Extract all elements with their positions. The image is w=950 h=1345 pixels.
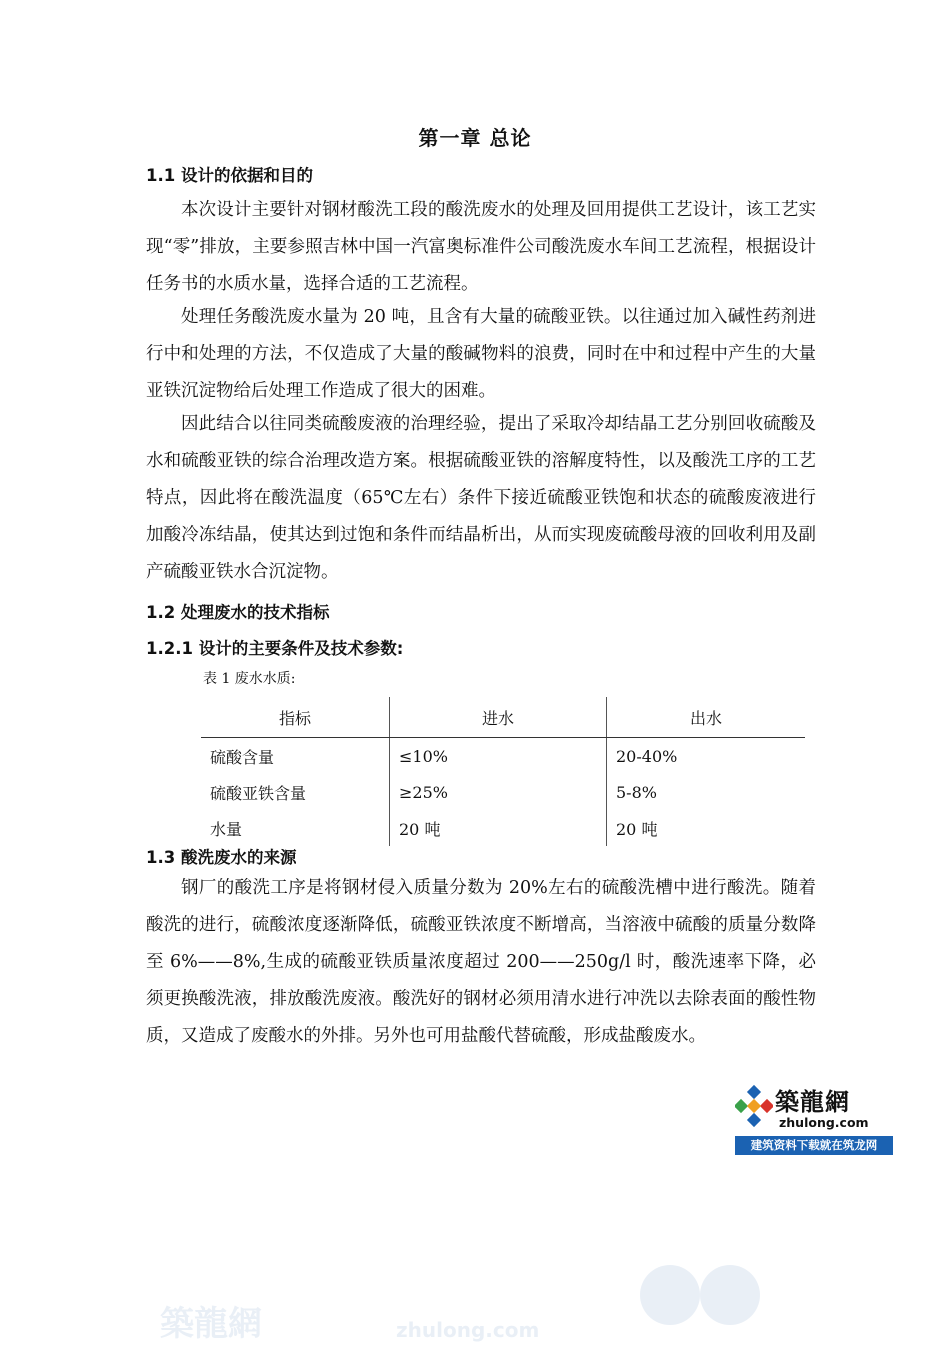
table-caption: 表 1 废水水质: — [203, 671, 296, 687]
water-quality-table — [201, 697, 805, 846]
section-heading-1-1: 1.1 设计的依据和目的 — [146, 166, 313, 185]
zhulong-snowflake-icon — [735, 1084, 773, 1128]
logo-slogan: 建筑资料下载就在筑龙网 — [735, 1136, 893, 1155]
column-header: 进水 — [390, 697, 607, 738]
table-cell: 硫酸含量 — [210, 747, 275, 767]
logo-domain: zhulong.com — [779, 1115, 869, 1130]
zhulong-logo — [735, 1078, 893, 1156]
chapter-title: 第一章 总论 — [418, 126, 532, 150]
table-cell: 20-40% — [607, 738, 806, 775]
table-cell: 5-8% — [607, 774, 806, 810]
table-row — [201, 810, 805, 846]
table-cell: 20 吨 — [607, 810, 806, 846]
paragraph-design-basis: 本次设计主要针对钢材酸洗工段的酸洗废水的处理及回用提供工艺设计，该工艺实现“零”排放，主要参照吉林中国一汽富奥标准件公司酸洗废水车间工艺流程，根据设计任务书的水质水量，选择合适的工艺流程。 — [146, 200, 816, 294]
table-cell: 20 吨 — [390, 810, 607, 846]
paragraph-treatment-task: 处理任务酸洗废水量为 20 吨，且含有大量的硫酸亚铁。以往通过加入碱性药剂进行中和处理的方法，不仅造成了大量的酸碱物料的浪费，同时在中和过程中产生的大量亚铁沉淀物给后处理工作造成了很大的困难。 — [146, 307, 816, 401]
table-cell: 水量 — [210, 819, 243, 839]
table-header-row — [201, 697, 805, 738]
watermark-logo-text: 築龍網 — [160, 1304, 262, 1344]
watermark-domain: zhulong.com — [396, 1318, 540, 1342]
column-header: 指标 — [201, 697, 390, 738]
section-heading-1-2: 1.2 处理废水的技术指标 — [146, 603, 330, 622]
table-row — [201, 774, 805, 810]
paragraph-treatment-scheme: 因此结合以往同类硫酸废液的治理经验，提出了采取冷却结晶工艺分别回收硫酸及水和硫酸亚铁的综合治理改造方案。根据硫酸亚铁的溶解度特性，以及酸洗工序的工艺特点，因此将在酸洗温度（65℃左右）条件下接近硫酸亚铁饱和状态的硫酸废液进行加酸冷冻结晶，使其达到过饱和条件而结晶析出，从而实现废硫酸母液的回收利用及副产硫酸亚铁水合沉淀物。 — [146, 414, 816, 582]
column-header: 出水 — [607, 697, 806, 738]
table-cell: ≥25% — [390, 774, 607, 810]
section-heading-1-3: 1.3 酸洗废水的来源 — [146, 848, 297, 867]
logo-name: 築龍網 — [775, 1087, 850, 1116]
paragraph-wastewater-source: 钢厂的酸洗工序是将钢材侵入质量分数为 20%左右的硫酸洗槽中进行酸洗。随着酸洗的进行，硫酸浓度逐渐降低，硫酸亚铁浓度不断增高，当溶液中硫酸的质量分数降至 6%——8%,生成的硫酸亚铁质量浓度超过 200——250g/l 时，酸洗速率下降，必须更换酸洗液，排放酸洗废液。酸洗好的钢材必须用清水进行冲洗以去除表面的酸性物质，又造成了废酸水的外排。另外也可用盐酸代替硫酸，形成盐酸废水。 — [146, 878, 816, 1046]
table-cell: 硫酸亚铁含量 — [210, 783, 307, 803]
table-row — [201, 738, 805, 775]
section-heading-1-2-1: 1.2.1 设计的主要条件及技术参数: — [146, 639, 404, 658]
table-cell: ≤10% — [390, 738, 607, 775]
watermark-snowflake-icon — [630, 1250, 760, 1340]
